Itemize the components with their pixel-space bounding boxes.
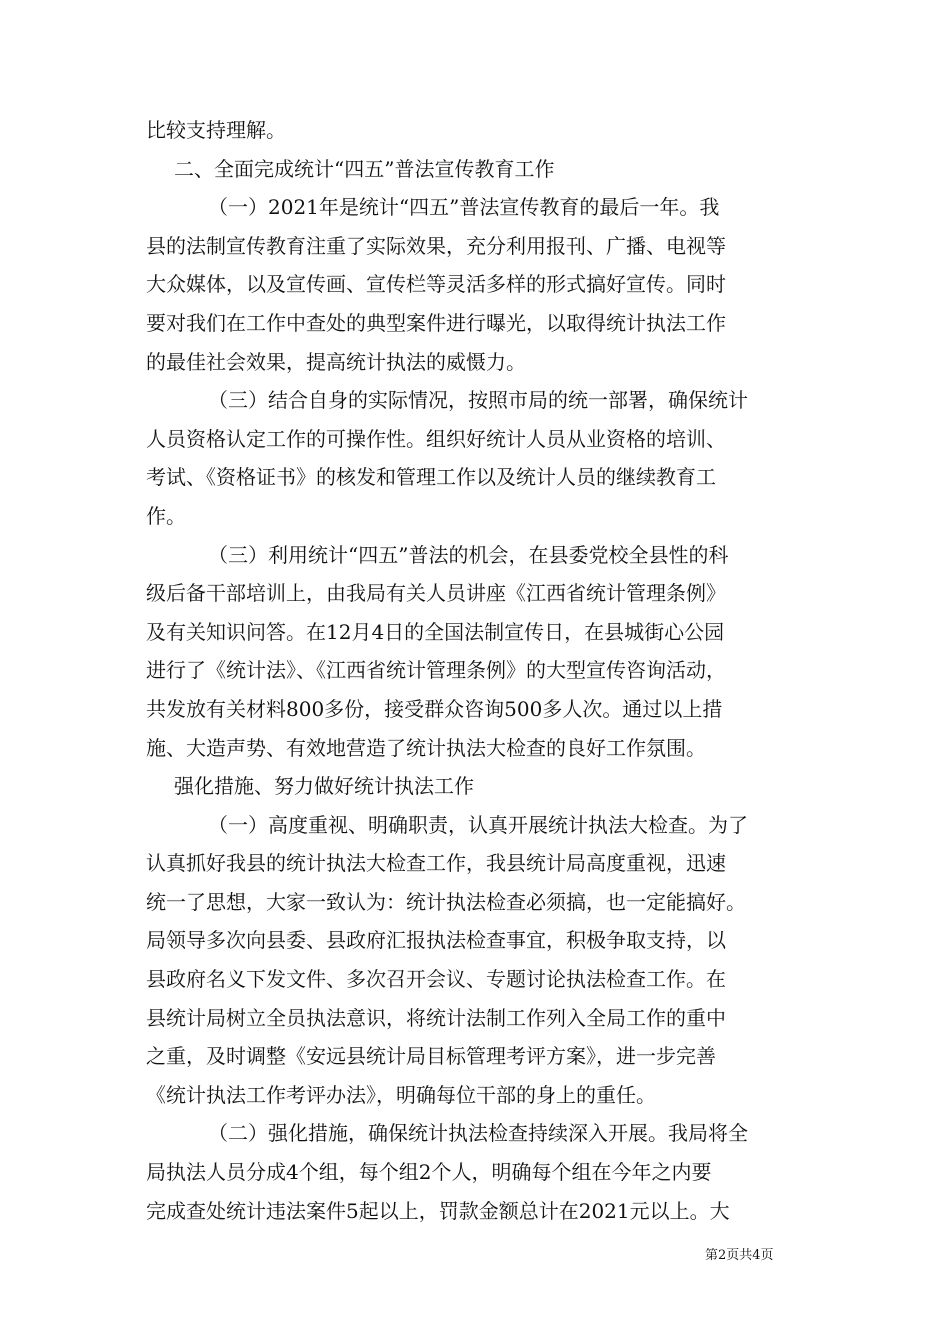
section-heading: 强化措施、努力做好统计执法工作	[174, 774, 474, 799]
text-line: 局领导多次向县委、县政府汇报执法检查事宜，积极争取支持，以	[146, 928, 726, 953]
text-line: 大众媒体，以及宣传画、宣传栏等灵活多样的形式搞好宣传。同时	[146, 272, 726, 297]
text-line: 施、大造声势、有效地营造了统计执法大检查的良好工作氛围。	[146, 735, 706, 760]
text-line: 《统计执法工作考评办法》，明确每位干部的身上的重任。	[146, 1082, 656, 1107]
page-number: 第2页共4页	[705, 1248, 774, 1263]
text-line: 进行了《统计法》、《江西省统计管理条例》的大型宣传咨询活动，	[146, 658, 726, 683]
text-line: （一）高度重视、明确职责，认真开展统计执法大检查。为了	[208, 812, 748, 837]
text-line: 考试、《资格证书》的核发和管理工作以及统计人员的继续教育工	[146, 465, 716, 490]
text-line: 县统计局树立全员执法意识，将统计法制工作列入全局工作的重中	[146, 1005, 726, 1030]
text-line: （三）利用统计“四五”普法的机会，在县委党校全县性的科	[208, 542, 729, 567]
text-line: 级后备干部培训上，由我局有关人员讲座《江西省统计管理条例》	[146, 581, 726, 606]
text-line: 县的法制宣传教育注重了实际效果，充分利用报刊、广播、电视等	[146, 233, 726, 258]
document-body	[146, 111, 812, 1230]
text-line: 之重，及时调整《安远县统计局目标管理考评方案》，进一步完善	[146, 1044, 716, 1069]
text-line: （三）结合自身的实际情况，按照市局的统一部署，确保统计	[208, 388, 748, 413]
text-line: 要对我们在工作中查处的典型案件进行曝光，以取得统计执法工作	[146, 310, 726, 335]
text-line: 局执法人员分成4个组，每个组2个人，明确每个组在今年之内要	[146, 1160, 712, 1185]
text-line: 统一了思想，大家一致认为：统计执法检查必须搞，也一定能搞好。	[146, 889, 746, 914]
text-line: 比较支持理解。	[146, 118, 286, 142]
text-line: 作。	[146, 503, 186, 528]
text-line: （二）强化措施，确保统计执法检查持续深入开展。我局将全	[208, 1121, 748, 1146]
text-line: 完成查处统计违法案件5起以上，罚款金额总计在2021元以上。大	[146, 1198, 730, 1223]
text-line: 共发放有关材料800多份，接受群众咨询500多人次。通过以上措	[146, 696, 723, 721]
text-line: 及有关知识问答。在12月4日的全国法制宣传日，在县城街心公园	[146, 619, 725, 644]
text-line: （一）2021年是统计“四五”普法宣传教育的最后一年。我	[208, 195, 720, 220]
text-line: 人员资格认定工作的可操作性。组织好统计人员从业资格的培训、	[146, 426, 726, 451]
section-heading: 二、全面完成统计“四五”普法宣传教育工作	[174, 156, 555, 181]
text-line: 的最佳社会效果，提高统计执法的威慑力。	[146, 349, 526, 374]
text-line: 认真抓好我县的统计执法大检查工作，我县统计局高度重视，迅速	[146, 851, 726, 876]
text-line: 县政府名义下发文件、多次召开会议、专题讨论执法检查工作。在	[146, 967, 726, 992]
